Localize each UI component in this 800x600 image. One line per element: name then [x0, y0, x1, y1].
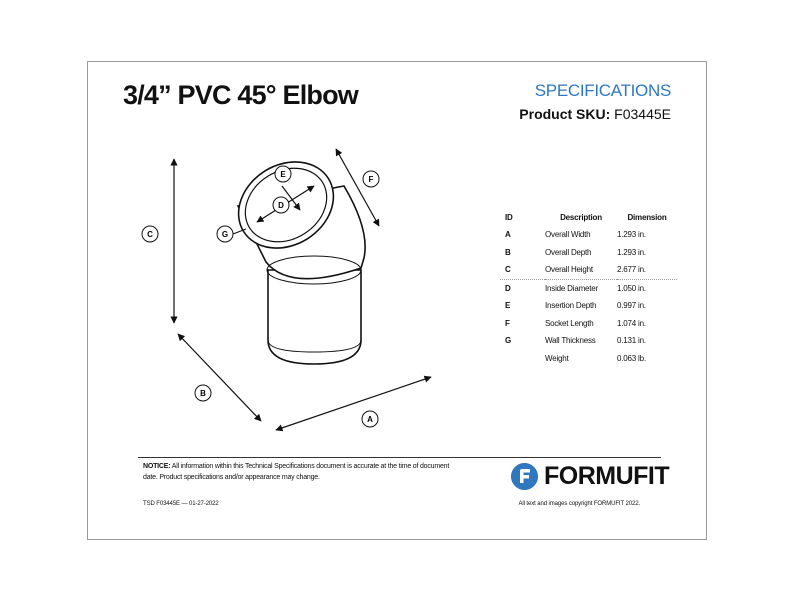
callout-f [363, 171, 379, 187]
row-description: Socket Length [545, 318, 594, 328]
formufit-logo [511, 461, 669, 491]
row-id: G [505, 336, 512, 346]
row-id: C [500, 261, 545, 279]
callout-c [142, 226, 158, 242]
table-row [500, 332, 677, 350]
page-title: 3/4” PVC 45° Elbow [123, 80, 358, 110]
svg-text:G: G [221, 230, 229, 239]
table-row [500, 279, 677, 297]
row-dimension: 1.293 in. [617, 230, 646, 240]
table-row [500, 226, 677, 244]
callout-d [273, 197, 289, 213]
row-dimension: 0.131 in. [617, 336, 646, 346]
row-description: Overall Depth [545, 247, 592, 257]
row-id [500, 350, 545, 368]
table-row [500, 350, 677, 368]
row-id: A [505, 230, 511, 240]
row-id: D [505, 283, 511, 293]
row-dimension: 1.074 in. [617, 318, 646, 328]
header-dimension: Dimension [627, 212, 667, 222]
sku-value: F03445E [614, 106, 671, 122]
elbow-fitting-illustration [222, 145, 365, 364]
row-id: F [505, 318, 510, 328]
callout-g [217, 226, 233, 242]
row-id: E [505, 301, 511, 311]
footer-divider [138, 457, 661, 458]
sku-label: Product SKU: [519, 106, 611, 122]
row-description: Overall Width [545, 230, 591, 240]
table-row [500, 261, 677, 279]
table-header-row [500, 208, 677, 226]
notice-text [143, 461, 461, 483]
row-description: Wall Thickness [545, 336, 596, 346]
svg-text:C: C [147, 230, 153, 239]
svg-text:D: D [278, 201, 284, 210]
svg-text:F: F [368, 175, 374, 184]
row-dimension: 0.063 lb. [617, 353, 646, 363]
dimension-a-arrow [276, 377, 431, 430]
table-row [500, 315, 677, 333]
specifications-table [500, 208, 677, 367]
row-dimension: 1.050 in. [617, 283, 646, 293]
specifications-heading: SPECIFICATIONS [534, 81, 671, 100]
dimension-b-arrow [178, 334, 261, 421]
row-dimension: 0.997 in. [617, 301, 646, 311]
row-description: Overall Height [545, 261, 617, 279]
callout-b [195, 385, 211, 401]
callout-a [362, 411, 378, 427]
row-description: Inside Diameter [545, 283, 599, 293]
notice-label: NOTICE: [143, 463, 171, 470]
logo-wordmark: FORMUFIT [544, 461, 670, 490]
copyright-text: All text and images copyright FORMUFIT 2022. [518, 501, 640, 507]
row-id: B [505, 247, 511, 257]
row-description: Insertion Depth [545, 301, 597, 311]
notice-body: All information within this Technical Specifications document is accurate at the time of document date. Product specifications and/or appearance may change. [143, 463, 450, 481]
header-description: Description [560, 212, 602, 222]
table-row [500, 297, 677, 315]
row-dimension: 1.293 in. [617, 247, 646, 257]
svg-text:A: A [367, 415, 373, 424]
callout-e [275, 166, 291, 182]
svg-text:B: B [200, 389, 206, 398]
svg-text:E: E [280, 170, 286, 179]
table-row [500, 244, 677, 262]
header-id: ID [505, 212, 513, 222]
row-description: Weight [545, 353, 569, 363]
formufit-logo-icon [511, 463, 538, 490]
document-id: TSD F03445E — 01-27-2022 [143, 501, 219, 507]
row-dimension: 2.677 in. [617, 261, 677, 279]
